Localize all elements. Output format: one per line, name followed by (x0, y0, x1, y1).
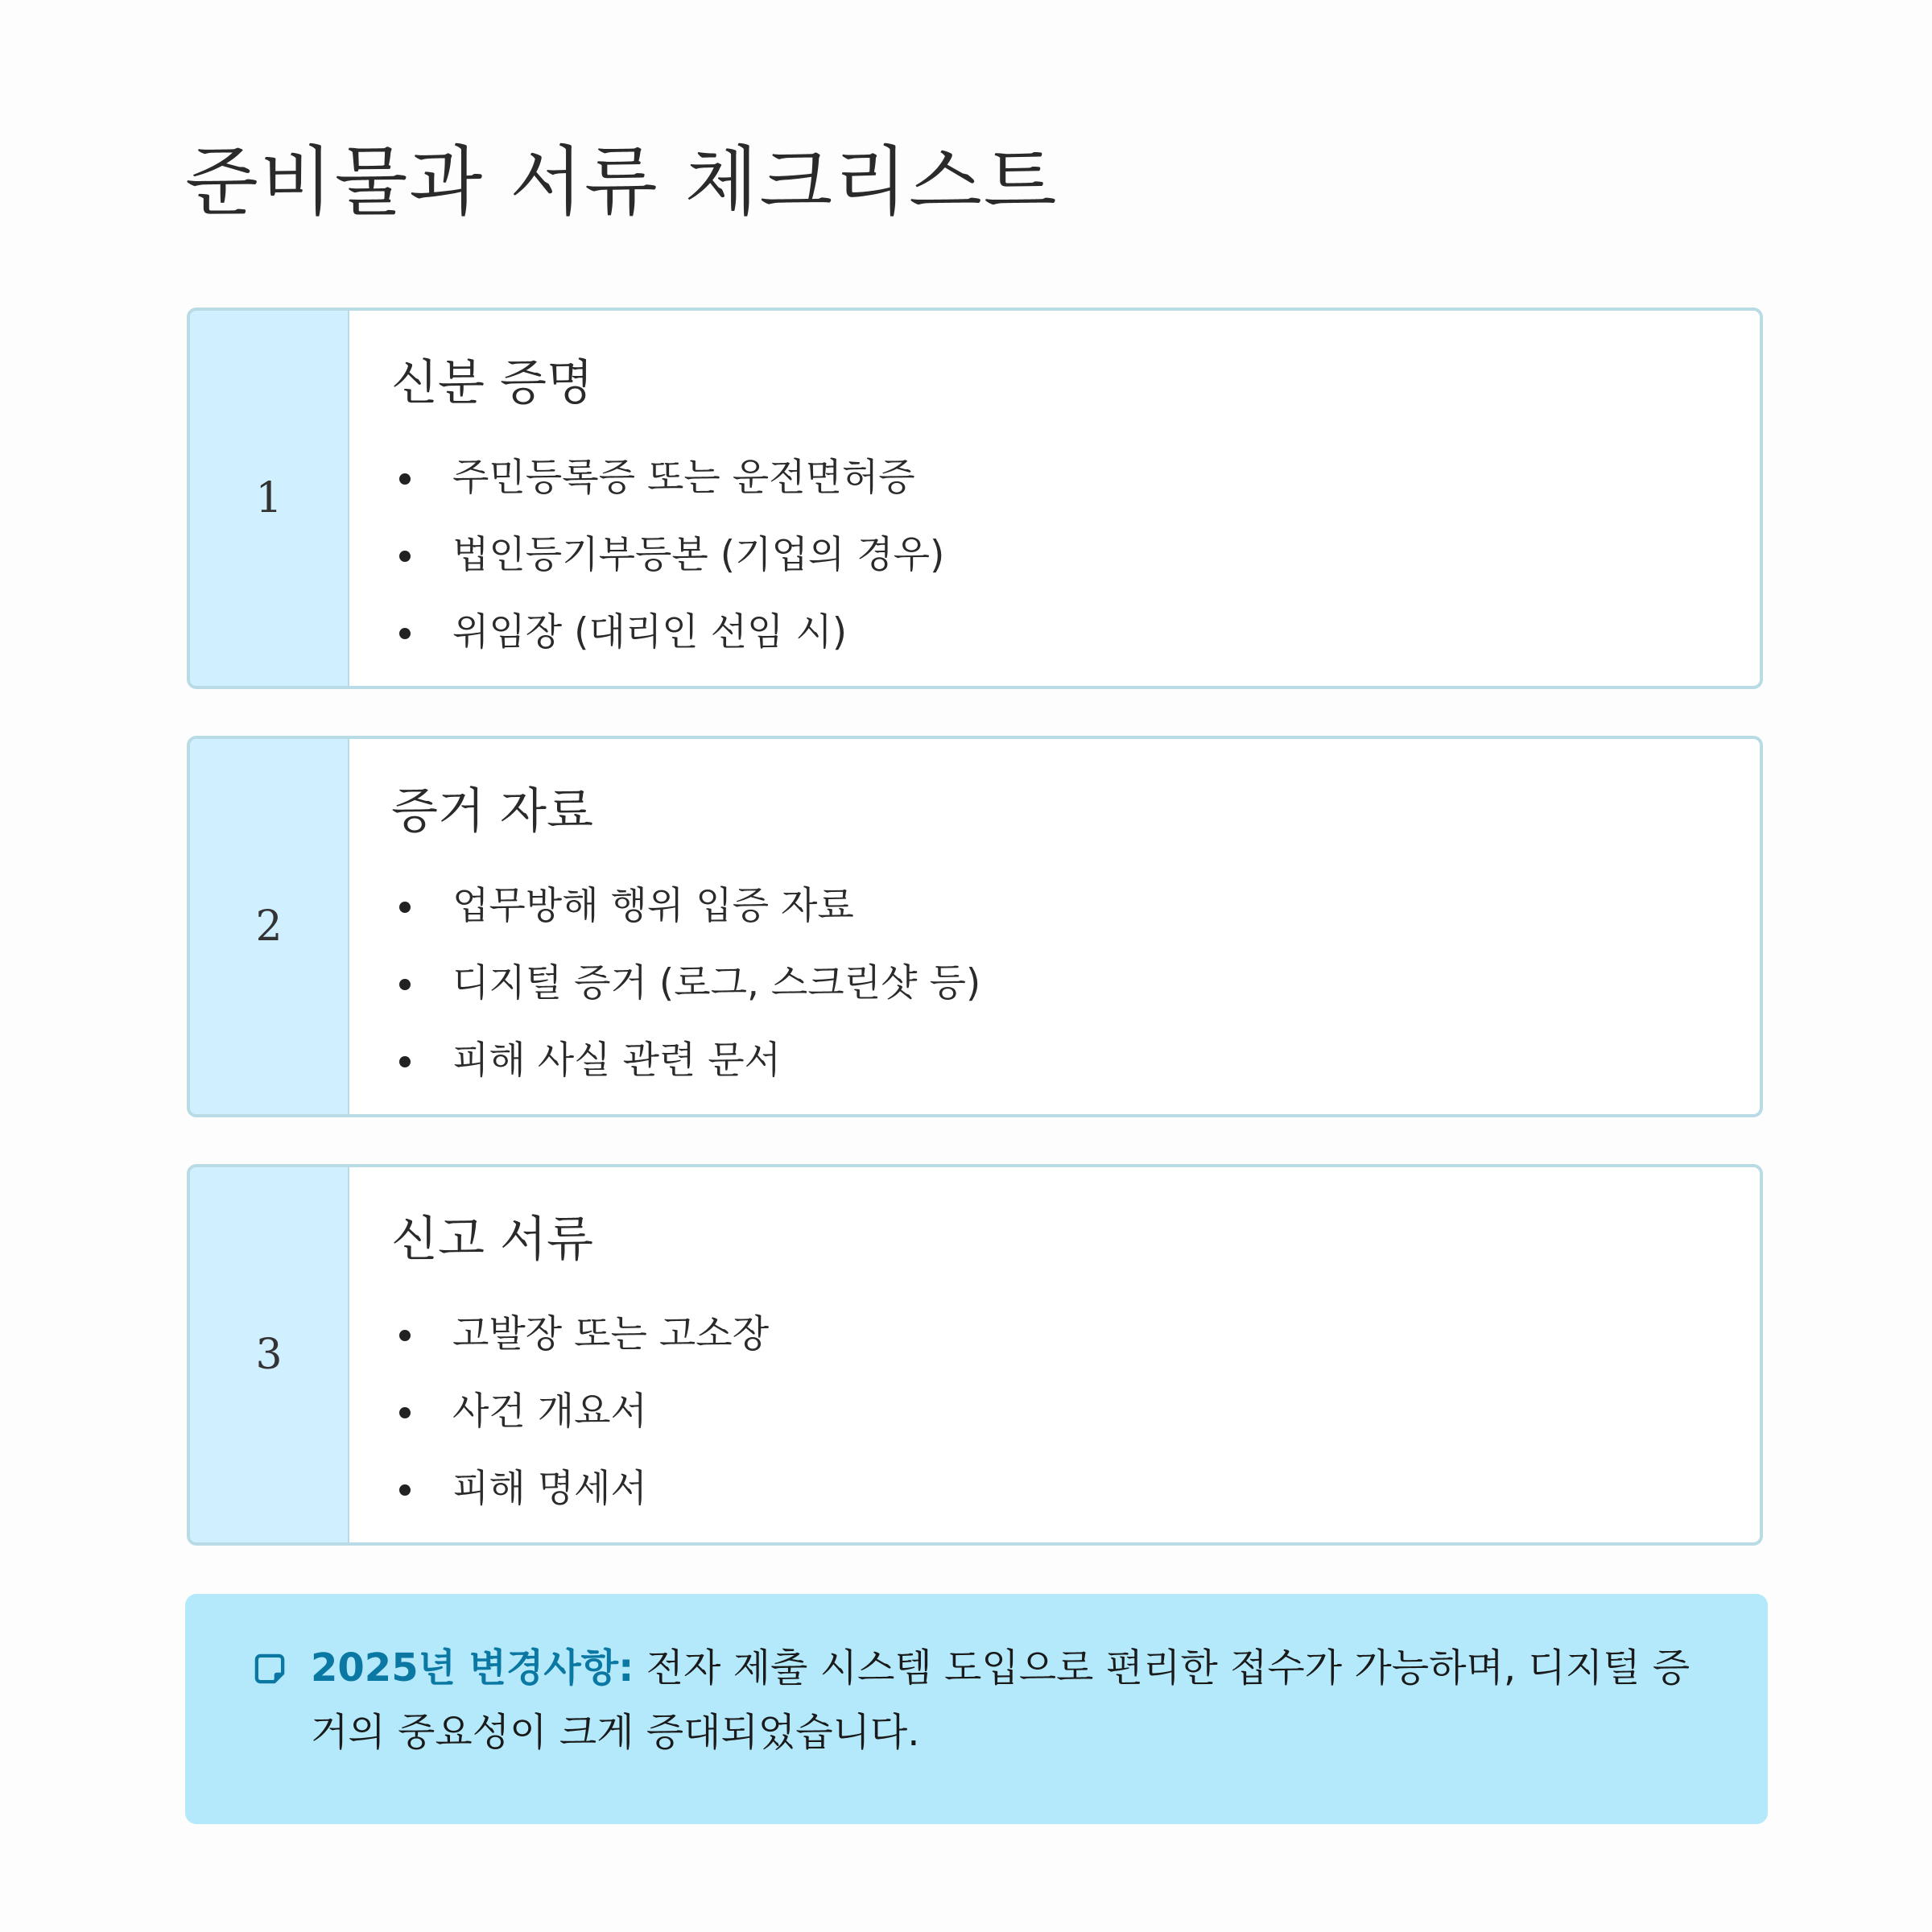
list-item: 고발장 또는 고소장 (391, 1296, 769, 1373)
list-item: 위임장 (대리인 선임 시) (391, 594, 944, 671)
list-item: 피해 명세서 (391, 1451, 769, 1528)
card-heading: 증거 자료 (391, 783, 593, 840)
note-text (311, 1636, 1723, 1765)
checklist-card-report-docs (187, 1164, 1763, 1546)
sticky-note-icon (254, 1653, 285, 1684)
list-item: 피해 사실 관련 문서 (391, 1022, 980, 1100)
card-heading: 신분 증명 (391, 355, 593, 411)
list-item: 법인등기부등본 (기업의 경우) (391, 517, 944, 594)
list-item: 사건 개요서 (391, 1373, 769, 1451)
checklist-card-evidence (187, 736, 1763, 1117)
note-label: 2025년 변경사항: (311, 1645, 634, 1690)
page-title: 준비물과 서류 체크리스트 (185, 138, 1059, 226)
step-number: 1 (190, 311, 349, 686)
checklist-card-identity (187, 308, 1763, 689)
list-item: 주민등록증 또는 운전면허증 (391, 440, 944, 517)
note-callout (185, 1594, 1768, 1824)
step-number: 3 (190, 1167, 349, 1542)
list-item: 디지털 증거 (로그, 스크린샷 등) (391, 945, 980, 1022)
list-item: 업무방해 행위 입증 자료 (391, 868, 980, 945)
card-heading: 신고 서류 (391, 1212, 593, 1268)
step-number: 2 (190, 739, 349, 1114)
note-body: 전자 제출 시스템 도입으로 편리한 접수가 가능하며, 디지털 증거의 중요성이 크게 증대되었습니다. (311, 1645, 1690, 1755)
